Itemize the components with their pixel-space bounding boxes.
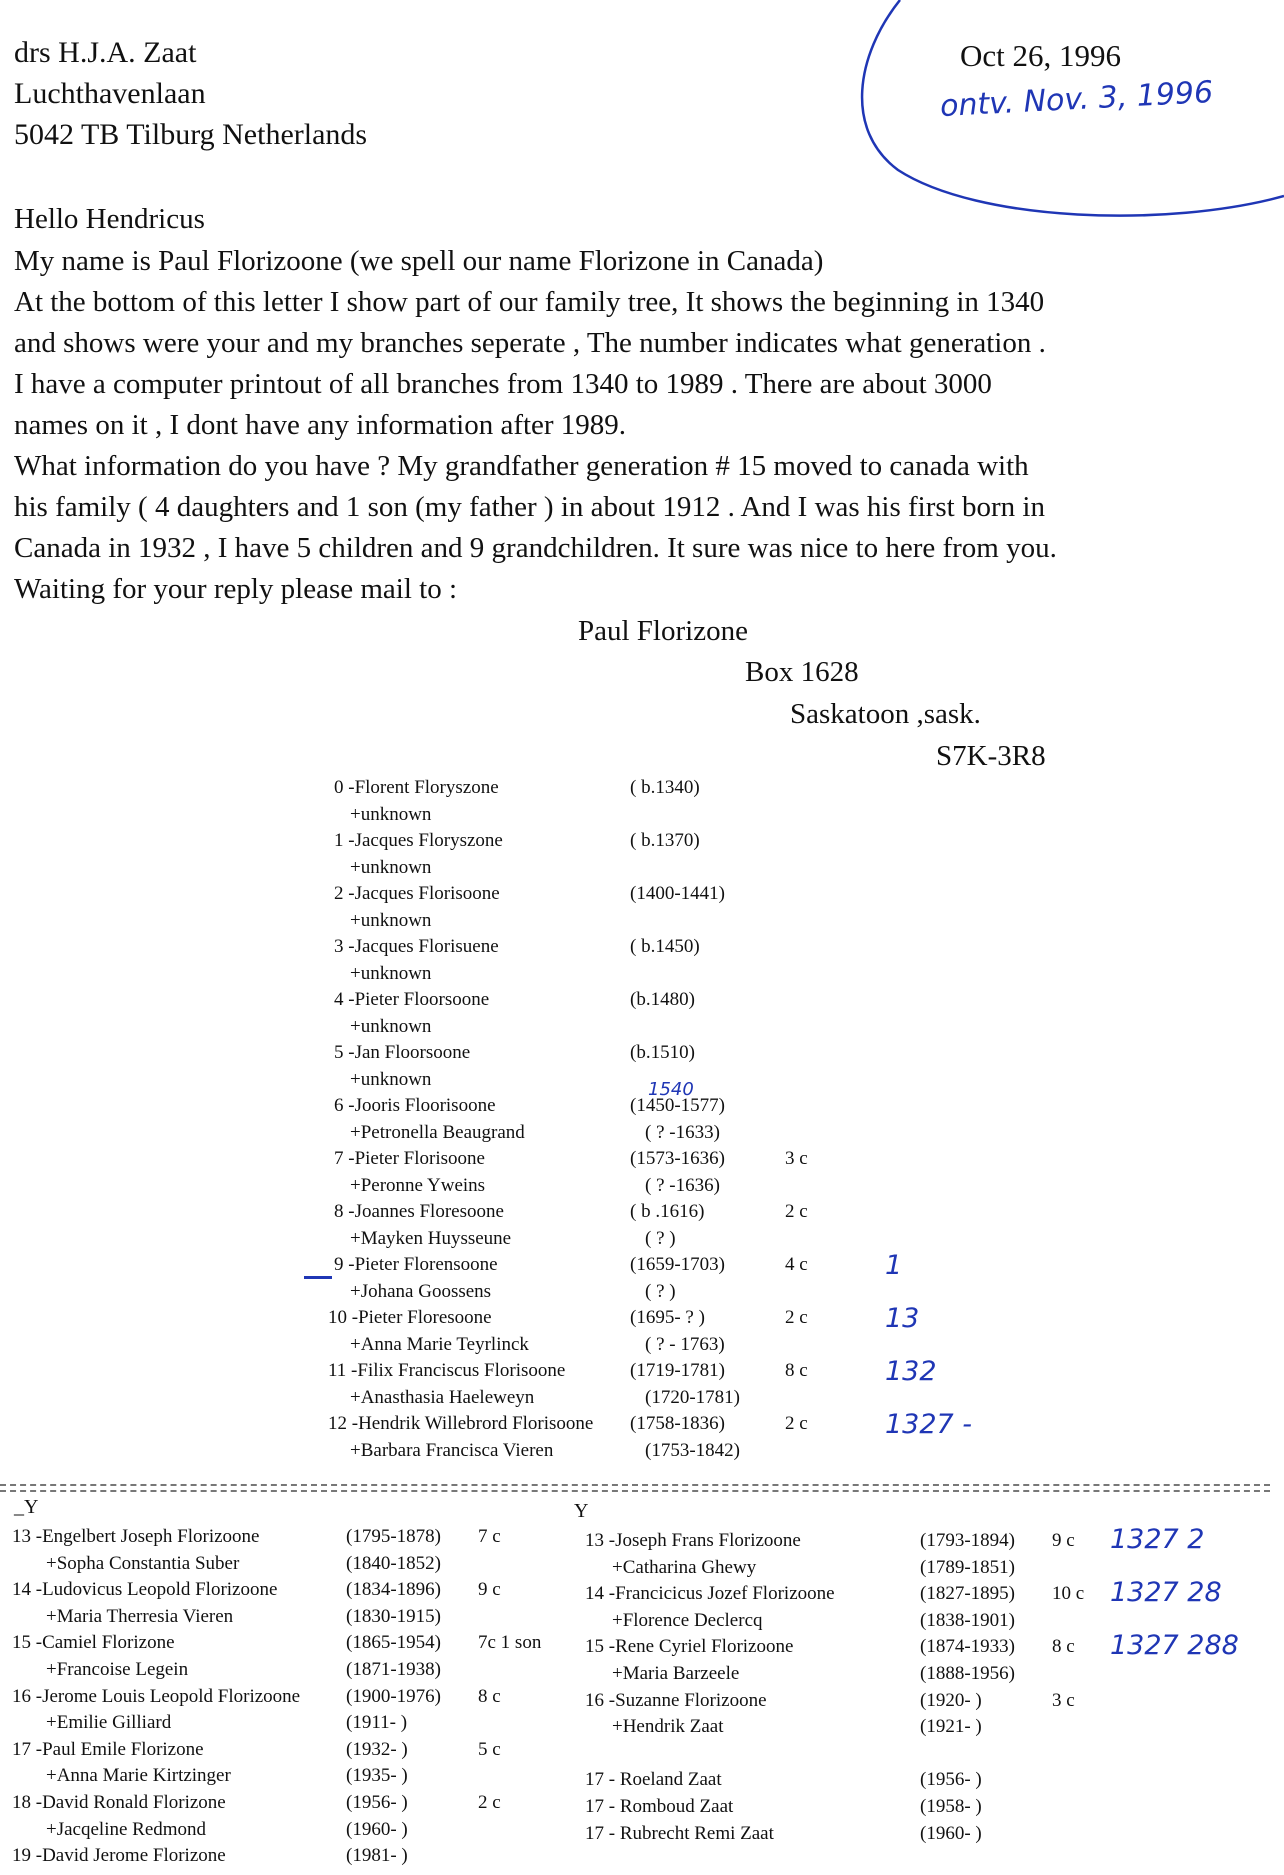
branch-person-dates: (1956- ): [920, 1769, 982, 1791]
branch-person-dates: (1981- ): [346, 1845, 408, 1867]
tree-person-dates: (1720-1781): [645, 1386, 740, 1408]
branch-person-dates: (1840-1852): [346, 1552, 441, 1574]
branch-person-name: 15 -Camiel Florizone: [12, 1632, 175, 1654]
branch-children-count: 2 c: [478, 1792, 501, 1813]
return-address-line: S7K-3R8: [936, 740, 1046, 772]
branch-children-count: 9 c: [1052, 1530, 1075, 1551]
branch-children-count: 3 c: [1052, 1689, 1075, 1711]
handwritten-arrow-mark: [304, 1276, 332, 1279]
branch-row: [0, 1823, 1284, 1849]
tree-row: [0, 1281, 1284, 1307]
branch-person-name: +Maria Therresia Vieren: [46, 1605, 234, 1627]
tree-children-count: 2 c: [785, 1201, 808, 1222]
branch-row: [0, 1845, 1284, 1871]
branch-row: [0, 1716, 1284, 1742]
tree-person-dates: ( b .1616): [630, 1201, 705, 1222]
return-address-line: Paul Florizone: [578, 615, 748, 647]
tree-row: [0, 1148, 1284, 1174]
tree-person-name: +Anasthasia Haeleweyn: [350, 1386, 535, 1408]
tree-row: [0, 857, 1284, 883]
branch-person-name: 16 -Suzanne Florizoone: [585, 1689, 767, 1711]
branch-person-dates: (1932- ): [346, 1738, 408, 1760]
tree-row: [0, 1069, 1284, 1095]
branch-children-count: 7c 1 son: [478, 1632, 542, 1654]
tree-person-dates: (1573-1636): [630, 1148, 725, 1169]
tree-row: [0, 1201, 1284, 1227]
handwritten-note: 1327 28: [1110, 1577, 1222, 1609]
tree-row: [0, 1303, 1284, 1334]
branch-person-name: 19 -David Jerome Florizone: [12, 1845, 226, 1867]
branch-person-dates: (1958- ): [920, 1796, 982, 1817]
branch-person-dates: (1935- ): [346, 1765, 408, 1787]
branch-person-dates: (1827-1895): [920, 1583, 1015, 1605]
tree-row: [0, 1356, 1284, 1387]
branch-person-dates: (1960- ): [920, 1822, 982, 1844]
tree-person-name: 7 -Pieter Florisoone: [334, 1148, 485, 1169]
left-branch-marker: _Y: [14, 1496, 39, 1518]
tree-person-dates: ( ? ): [645, 1227, 676, 1249]
tree-person-name: 11 -Filix Franciscus Florisoone: [328, 1360, 566, 1381]
tree-person-dates: (1450-1577): [630, 1095, 725, 1116]
tree-person-name: 3 -Jacques Florisuene: [334, 936, 499, 957]
tree-person-dates: (1719-1781): [630, 1360, 725, 1381]
branch-row: [0, 1610, 1284, 1636]
tree-person-name: +unknown: [350, 909, 432, 931]
branch-person-name: 14 -Francicicus Jozef Florizoone: [585, 1583, 835, 1605]
tree-row: [0, 1175, 1284, 1201]
tree-person-dates: (1758-1836): [630, 1413, 725, 1434]
branch-person-name: +Sopha Constantia Suber: [46, 1552, 240, 1574]
tree-person-name: 8 -Joannes Floresoone: [334, 1201, 504, 1222]
tree-person-dates: ( ? - 1763): [645, 1333, 725, 1355]
tree-person-name: +Johana Goossens: [350, 1280, 492, 1302]
tree-person-dates: ( ? -1633): [645, 1121, 720, 1143]
tree-row: [0, 910, 1284, 936]
return-address-line: Saskatoon ,sask.: [790, 698, 981, 730]
tree-person-name: +unknown: [350, 856, 432, 878]
branch-children-count: 5 c: [478, 1738, 501, 1760]
branch-person-dates: (1834-1896): [346, 1579, 441, 1601]
letter-line: Waiting for your reply please mail to :: [14, 573, 458, 605]
branch-person-name: 17 -Paul Emile Florizone: [12, 1738, 204, 1760]
branch-person-name: 15 -Rene Cyriel Florizoone: [585, 1636, 794, 1658]
branch-row: [0, 1630, 1284, 1662]
tree-person-dates: ( b.1370): [630, 830, 700, 851]
handwritten-note: 132: [885, 1356, 937, 1387]
tree-person-dates: ( b.1340): [630, 777, 700, 798]
tree-person-name: 0 -Florent Floryszone: [334, 777, 499, 798]
tree-children-count: 3 c: [785, 1148, 808, 1169]
branch-person-name: 17 - Rubrecht Remi Zaat: [585, 1822, 774, 1844]
tree-person-name: 6 -Jooris Floorisoone: [334, 1095, 496, 1116]
addressee-line: drs H.J.A. Zaat: [14, 36, 197, 69]
branch-person-dates: (1838-1901): [920, 1609, 1015, 1631]
tree-children-count: 2 c: [785, 1307, 808, 1328]
tree-row: [0, 804, 1284, 830]
handwritten-note: 1327 288: [1110, 1630, 1239, 1662]
letter-line: My name is Paul Florizoone (we spell our name Florizone in Canada): [14, 245, 824, 277]
tree-row: [0, 1016, 1284, 1042]
letter-line: I have a computer printout of all branches from 1340 to 1989 . There are about 3000: [14, 368, 992, 400]
tree-row: [0, 1387, 1284, 1413]
tree-row: [0, 963, 1284, 989]
tree-person-dates: (1695- ? ): [630, 1307, 705, 1328]
tree-row: [0, 1409, 1284, 1440]
addressee-line: 5042 TB Tilburg Netherlands: [14, 118, 368, 151]
handwritten-note: 1: [885, 1250, 903, 1281]
tree-row: [0, 1250, 1284, 1281]
branch-row: [0, 1524, 1284, 1556]
branch-person-dates: (1960- ): [346, 1818, 408, 1840]
tree-person-name: 9 -Pieter Florensoone: [334, 1254, 498, 1275]
tree-person-dates: (1753-1842): [645, 1439, 740, 1461]
tree-person-dates: (1400-1441): [630, 883, 725, 904]
branch-person-dates: (1921- ): [920, 1716, 982, 1738]
branch-row: [0, 1690, 1284, 1716]
tree-person-name: +unknown: [350, 1015, 432, 1037]
tree-person-name: 10 -Pieter Floresoone: [328, 1307, 492, 1328]
tree-row: [0, 883, 1284, 909]
tree-person-name: +unknown: [350, 803, 432, 825]
branch-person-name: 18 -David Ronald Florizone: [12, 1792, 226, 1813]
tree-person-name: +Peronne Yweins: [350, 1174, 486, 1196]
branch-children-count: 8 c: [478, 1685, 501, 1707]
tree-person-name: +Mayken Huysseune: [350, 1227, 512, 1249]
tree-person-name: +Anna Marie Teyrlinck: [350, 1333, 529, 1355]
tree-person-dates: ( ? -1636): [645, 1174, 720, 1196]
tree-person-dates: ( b.1450): [630, 936, 700, 957]
branch-person-name: 16 -Jerome Louis Leopold Florizoone: [12, 1685, 301, 1707]
received-note: ontv. Nov. 3, 1996: [939, 74, 1214, 125]
tree-row: [0, 936, 1284, 962]
branch-row: [0, 1769, 1284, 1795]
branch-row: [0, 1577, 1284, 1609]
branch-person-name: 14 -Ludovicus Leopold Florizoone: [12, 1579, 278, 1601]
letter-line: At the bottom of this letter I show part of our family tree, It shows the beginning in 1340: [14, 286, 1045, 318]
letter-line: Canada in 1932 , I have 5 children and 9 grandchildren. It sure was nice to here from you.: [14, 532, 1057, 564]
letter-line: What information do you have ? My grandfather generation # 15 moved to canada with: [14, 450, 1029, 482]
branch-person-name: +Francoise Legein: [46, 1659, 189, 1680]
return-address-line: Box 1628: [745, 656, 859, 688]
branch-person-dates: (1871-1938): [346, 1659, 441, 1680]
separator-line: [0, 1484, 1270, 1486]
tree-person-name: 12 -Hendrik Willebrord Florisoone: [328, 1413, 594, 1434]
tree-children-count: 2 c: [785, 1413, 808, 1434]
branch-person-dates: (1830-1915): [346, 1605, 441, 1627]
branch-children-count: 8 c: [1052, 1636, 1075, 1658]
tree-row: [0, 1334, 1284, 1360]
branch-person-name: +Hendrik Zaat: [612, 1716, 724, 1738]
branch-person-name: +Emilie Gilliard: [46, 1712, 172, 1734]
tree-row: [0, 1228, 1284, 1254]
letter-line: and shows were your and my branches seperate , The number indicates what generation .: [14, 327, 1046, 359]
branch-children-count: 7 c: [478, 1526, 501, 1547]
branch-row: [0, 1796, 1284, 1822]
handwritten-note: 1327 -: [885, 1409, 973, 1440]
tree-row: [0, 1042, 1284, 1068]
separator-line: [0, 1490, 1270, 1492]
tree-person-name: +Petronella Beaugrand: [350, 1121, 525, 1143]
branch-person-name: 17 - Roeland Zaat: [585, 1769, 722, 1791]
tree-row: [0, 777, 1284, 803]
tree-row: [0, 1122, 1284, 1148]
tree-person-name: 2 -Jacques Florisoone: [334, 883, 500, 904]
branch-person-dates: (1920- ): [920, 1689, 982, 1711]
tree-person-dates: (b.1510): [630, 1042, 695, 1063]
tree-row: [0, 1440, 1284, 1466]
branch-person-name: 13 -Engelbert Joseph Florizoone: [12, 1526, 260, 1547]
branch-person-dates: (1789-1851): [920, 1556, 1015, 1578]
branch-person-name: +Maria Barzeele: [612, 1663, 740, 1684]
handwritten-correction: 1540: [648, 1079, 694, 1100]
tree-person-name: 4 -Pieter Floorsoone: [334, 989, 490, 1010]
branch-person-dates: (1795-1878): [346, 1526, 441, 1547]
branch-person-name: +Anna Marie Kirtzinger: [46, 1765, 231, 1787]
tree-person-name: +unknown: [350, 1068, 432, 1090]
tree-person-name: +Barbara Francisca Vieren: [350, 1439, 554, 1461]
greeting: Hello Hendricus: [14, 203, 205, 235]
handwritten-note: 1327 2: [1110, 1524, 1205, 1555]
branch-person-dates: (1874-1933): [920, 1636, 1015, 1658]
tree-person-dates: ( ? ): [645, 1280, 676, 1302]
handwritten-note: 13: [885, 1303, 920, 1334]
branch-person-dates: (1911- ): [346, 1712, 408, 1734]
branch-row: [0, 1557, 1284, 1583]
branch-person-name: 17 - Romboud Zaat: [585, 1796, 734, 1817]
tree-row: [0, 989, 1284, 1015]
branch-person-name: +Florence Declercq: [612, 1609, 763, 1631]
tree-person-name: 5 -Jan Floorsoone: [334, 1042, 471, 1063]
branch-person-dates: (1888-1956): [920, 1663, 1015, 1684]
letter-date: Oct 26, 1996: [960, 38, 1122, 73]
addressee-line: Luchthavenlaan: [14, 77, 206, 110]
branch-person-dates: (1900-1976): [346, 1685, 441, 1707]
branch-person-dates: (1956- ): [346, 1792, 408, 1813]
branch-children-count: 9 c: [478, 1579, 501, 1601]
branch-person-name: 13 -Joseph Frans Florizoone: [585, 1530, 801, 1551]
tree-children-count: 8 c: [785, 1360, 808, 1381]
branch-person-name: +Jacqeline Redmond: [46, 1818, 207, 1840]
letter-line: names on it , I dont have any information after 1989.: [14, 409, 627, 441]
tree-person-dates: (1659-1703): [630, 1254, 725, 1275]
branch-row: [0, 1739, 1284, 1765]
branch-person-name: +Catharina Ghewy: [612, 1556, 757, 1578]
tree-person-name: 1 -Jacques Floryszone: [334, 830, 503, 851]
tree-children-count: 4 c: [785, 1254, 808, 1275]
tree-person-name: +unknown: [350, 962, 432, 984]
branch-person-dates: (1793-1894): [920, 1530, 1015, 1551]
letter-line: his family ( 4 daughters and 1 son (my father ) in about 1912 . And I was his first born in: [14, 491, 1045, 523]
tree-row: [0, 830, 1284, 856]
branch-children-count: 10 c: [1052, 1583, 1085, 1605]
right-branch-marker: Y: [574, 1500, 589, 1522]
branch-row: [0, 1663, 1284, 1689]
tree-person-dates: (b.1480): [630, 989, 695, 1010]
branch-person-dates: (1865-1954): [346, 1632, 441, 1654]
